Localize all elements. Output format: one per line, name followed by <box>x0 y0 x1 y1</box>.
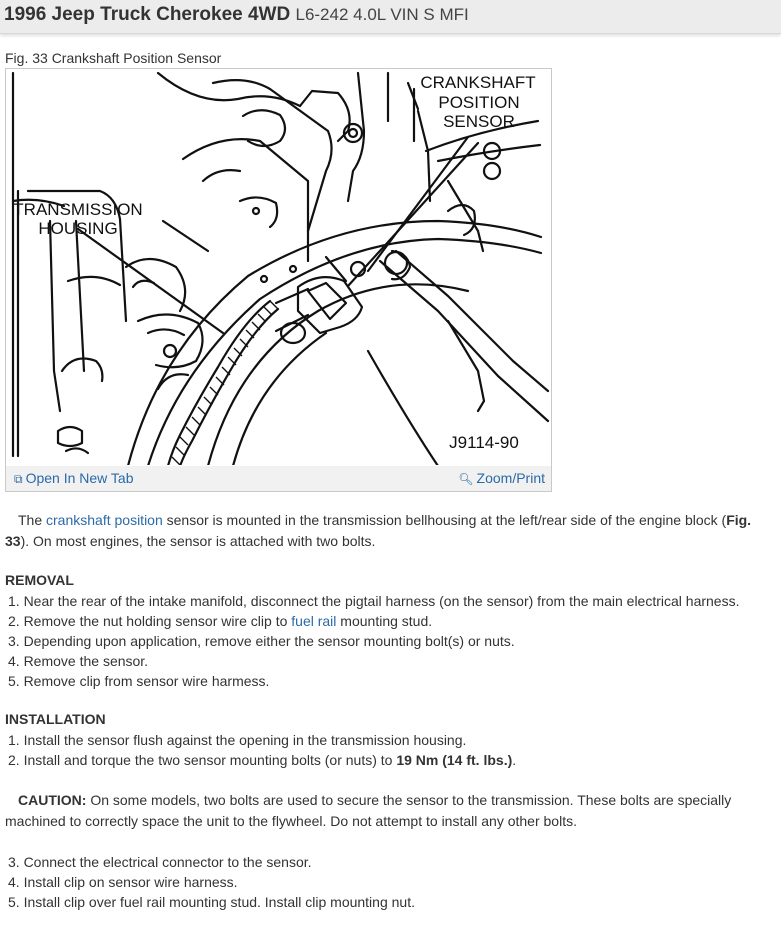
label-transmission-1: TRANSMISSION <box>13 200 143 219</box>
engine-subtitle: L6-242 4.0L VIN S MFI <box>295 5 469 24</box>
installation-heading: INSTALLATION <box>5 711 106 727</box>
page-title <box>4 4 469 26</box>
installation-step2-post: . <box>512 752 517 768</box>
removal-step: 3. Depending upon application, remove either the sensor mounting bolt(s) or nuts. <box>8 633 515 649</box>
removal-steps <box>8 591 777 691</box>
removal-step2-pre: 2. Remove the nut holding sensor wire clip to <box>8 613 292 629</box>
installation-steps-continued <box>8 852 777 912</box>
zoom-print-button[interactable] <box>458 470 545 486</box>
installation-step2-pre: 2. Install and torque the two sensor mounting bolts (or nuts) to <box>8 752 397 768</box>
installation-step: 4. Install clip on sensor wire harness. <box>8 874 238 890</box>
label-transmission-2: HOUSING <box>38 219 118 238</box>
page-header <box>0 0 781 34</box>
open-new-tab-label: Open In New Tab <box>25 470 134 486</box>
label-crankshaft-1: CRANKSHAFT <box>420 73 536 92</box>
caution-note <box>5 790 777 832</box>
label-figure-code: J9114-90 <box>449 433 519 452</box>
installation-step: 1. Install the sensor flush against the opening in the transmission housing. <box>8 732 467 748</box>
removal-step2-post: mounting stud. <box>336 613 433 629</box>
figure-caption: Fig. 33 Crankshaft Position Sensor <box>5 50 222 66</box>
external-window-icon: ⧉ <box>14 472 23 486</box>
article-body <box>5 510 777 912</box>
label-crankshaft-2: POSITION <box>438 93 520 112</box>
installation-step <box>8 750 777 770</box>
installation-steps <box>8 730 777 770</box>
removal-heading: REMOVAL <box>5 572 74 588</box>
removal-step: 4. Remove the sensor. <box>8 653 149 669</box>
removal-step <box>8 611 777 631</box>
fig-ref: Fig. 33 <box>5 512 752 549</box>
figure-box <box>5 68 552 492</box>
caution-text: On some models, two bolts are used to secure the sensor to the transmission. These bolts are specially machined to correctly space the unit to the flywheel. Do not attempt to install any other bolts. <box>5 792 732 829</box>
figure-toolbar <box>6 466 551 491</box>
removal-step: 5. Remove clip from sensor wire harmess. <box>8 673 270 689</box>
vehicle-title: 1996 Jeep Truck Cherokee 4WD <box>4 4 291 25</box>
installation-step: 3. Connect the electrical connector to the sensor. <box>8 854 312 870</box>
crankshaft-sensor-illustration <box>8 71 551 465</box>
zoom-print-label: Zoom/Print <box>476 470 545 486</box>
intro-paragraph <box>5 510 777 552</box>
intro-text-mid: sensor is mounted in the transmission bellhousing at the left/rear side of the engine block ( <box>162 512 727 528</box>
open-new-tab-button[interactable] <box>14 470 134 487</box>
fuel-rail-link[interactable]: fuel rail <box>291 613 337 629</box>
intro-text-post: ). On most engines, the sensor is attached with two bolts. <box>20 533 376 549</box>
installation-step: 5. Install clip over fuel rail mounting stud. Install clip mounting nut. <box>8 894 415 910</box>
torque-value: 19 Nm (14 ft. lbs.) <box>396 752 513 768</box>
crankshaft-position-link[interactable]: crankshaft position <box>46 512 163 528</box>
label-crankshaft-3: SENSOR <box>443 112 515 131</box>
removal-step: 1. Near the rear of the intake manifold, disconnect the pigtail harness (on the sensor) from the main electrical harness. <box>8 593 740 609</box>
caution-label: CAUTION: <box>18 792 87 808</box>
magnifier-icon: 🔍︎ <box>458 472 474 486</box>
intro-text-pre: The <box>18 512 47 528</box>
